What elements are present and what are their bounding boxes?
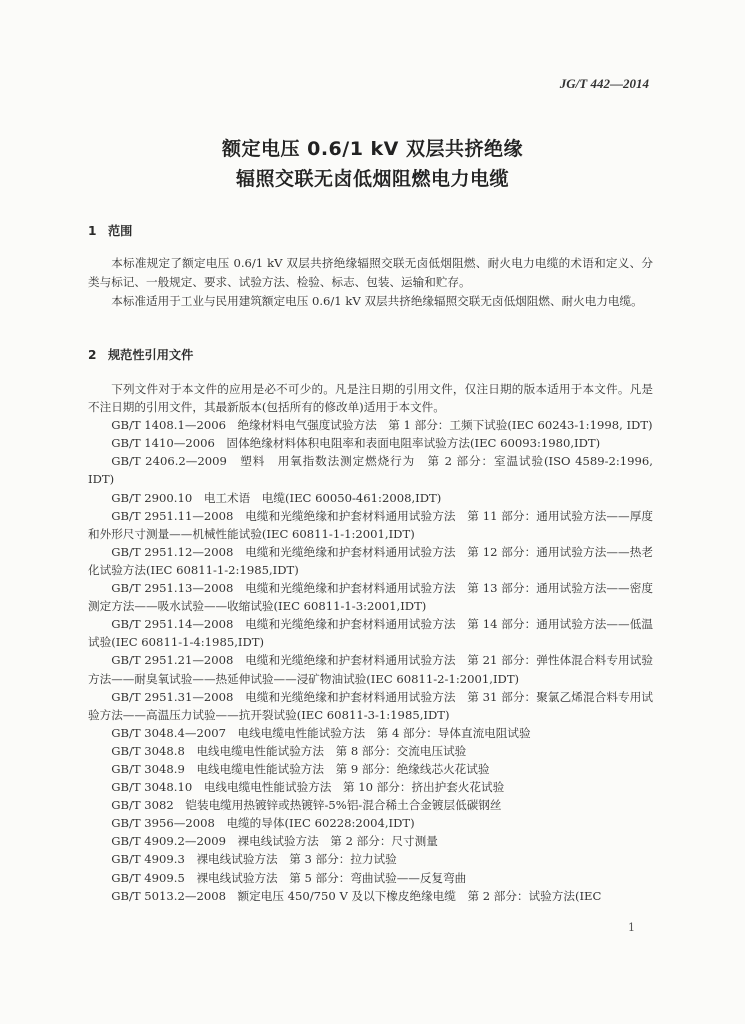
section-1-body [88, 254, 653, 312]
scope-paragraph-1: 本标准规定了额定电压 0.6/1 kV 双层共挤绝缘辐照交联无卤低烟阻燃、耐火电力电缆的术语和定义、分类与标记、一般规定、要求、试验方法、检验、标志、包装、运输和贮存。 [88, 256, 653, 290]
reference-item: GB/T 2406.2—2009 塑料 用氧指数法测定燃烧行为 第 2 部分：室温试验(ISO 4589-2:1996, IDT) [88, 454, 653, 487]
title-line-2: 辐照交联无卤低烟阻燃电力电缆 [235, 168, 509, 190]
section-2-heading [88, 346, 193, 363]
reference-item: GB/T 4909.5 裸电线试验方法 第 5 部分：弯曲试验——反复弯曲 [111, 870, 467, 885]
section-2-number: 2 [88, 348, 97, 362]
reference-item: GB/T 2951.31—2008 电缆和光缆绝缘和护套材料通用试验方法 第 31 部分：聚氯乙烯混合料专用试验方法——高温压力试验——抗开裂试验(IEC 60811-3-1:1985,IDT) [88, 689, 653, 722]
page-number: 1 [628, 921, 635, 934]
reference-item: GB/T 3048.10 电线电缆电性能试验方法 第 10 部分：挤出护套火花试验 [111, 780, 505, 795]
reference-item: GB/T 3082 铠装电缆用热镀锌或热镀锌-5%铝-混合稀土合金镀层低碳钢丝 [111, 798, 502, 813]
reference-item: GB/T 2951.12—2008 电缆和光缆绝缘和护套材料通用试验方法 第 12 部分：通用试验方法——热老化试验方法(IEC 60811-1-2:1985,IDT) [88, 544, 653, 577]
section-1-number: 1 [88, 224, 97, 238]
reference-item: GB/T 2951.21—2008 电缆和光缆绝缘和护套材料通用试验方法 第 21 部分：弹性体混合料专用试验方法——耐臭氧试验——热延伸试验——浸矿物油试验(IEC 60811-2-1:2001,IDT) [88, 653, 653, 686]
standard-code: JG/T 442—2014 [559, 76, 649, 91]
reference-item: GB/T 4909.2—2009 裸电线试验方法 第 2 部分：尺寸测量 [111, 834, 438, 849]
reference-item: GB/T 4909.3 裸电线试验方法 第 3 部分：拉力试验 [111, 852, 397, 867]
reference-item: GB/T 3048.9 电线电缆电性能试验方法 第 9 部分：绝缘线芯火花试验 [111, 761, 490, 776]
reference-item: GB/T 5013.2—2008 额定电压 450/750 V 及以下橡皮绝缘电缆 第 2 部分：试验方法(IEC [111, 888, 602, 903]
document-title [0, 134, 745, 194]
section-1-heading [88, 222, 132, 239]
title-line-1: 额定电压 0.6/1 kV 双层共挤绝缘 [221, 138, 523, 160]
reference-item: GB/T 2900.10 电工术语 电缆(IEC 60050-461:2008,IDT) [111, 490, 442, 505]
references-intro: 下列文件对于本文件的应用是必不可少的。凡是注日期的引用文件，仅注日期的版本适用于本文件。凡是不注日期的引用文件，其最新版本(包括所有的修改单)适用于本文件。 [88, 382, 653, 415]
reference-item: GB/T 1410—2006 固体绝缘材料体积电阻率和表面电阻率试验方法(IEC 60093:1980,IDT) [111, 436, 601, 451]
section-2-title: 规范性引用文件 [108, 348, 194, 362]
reference-item: GB/T 2951.13—2008 电缆和光缆绝缘和护套材料通用试验方法 第 13 部分：通用试验方法——密度测定方法——吸水试验——收缩试验(IEC 60811-1-3:2001,IDT) [88, 581, 653, 614]
reference-item: GB/T 3956—2008 电缆的导体(IEC 60228:2004,IDT) [111, 816, 415, 831]
reference-list [88, 380, 653, 905]
reference-item: GB/T 1408.1—2006 绝缘材料电气强度试验方法 第 1 部分：工频下试验(IEC 60243-1:1998, IDT) [111, 418, 653, 433]
reference-item: GB/T 3048.8 电线电缆电性能试验方法 第 8 部分：交流电压试验 [111, 743, 467, 758]
reference-item: GB/T 2951.14—2008 电缆和光缆绝缘和护套材料通用试验方法 第 14 部分：通用试验方法——低温试验(IEC 60811-1-4:1985,IDT) [88, 617, 653, 650]
reference-item: GB/T 2951.11—2008 电缆和光缆绝缘和护套材料通用试验方法 第 11 部分：通用试验方法——厚度和外形尺寸测量——机械性能试验(IEC 60811-1-1:2001,IDT) [88, 508, 653, 541]
section-1-title: 范围 [108, 224, 133, 238]
scope-paragraph-2: 本标准适用于工业与民用建筑额定电压 0.6/1 kV 双层共挤绝缘辐照交联无卤低烟阻燃、耐火电力电缆。 [111, 294, 643, 309]
reference-item: GB/T 3048.4—2007 电线电缆电性能试验方法 第 4 部分：导体直流电阻试验 [111, 725, 531, 740]
